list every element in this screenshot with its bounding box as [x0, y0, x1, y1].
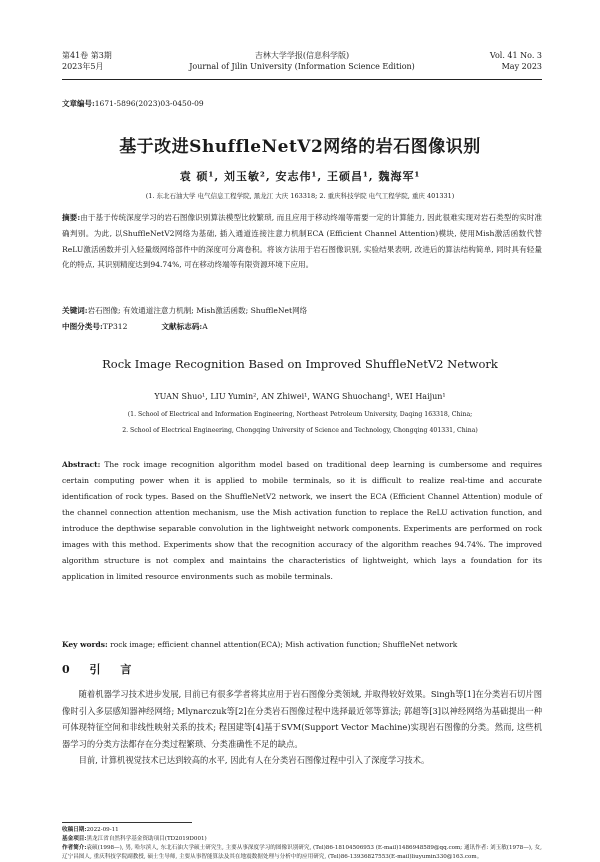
- footnote-fund: [62, 835, 542, 844]
- paper-title-en: Rock Image Recognition Based on Improved ShuffleNetV2 Network: [102, 357, 498, 371]
- header-divider: [62, 79, 542, 80]
- article-number-value: 1671-5896(2023)03-0450-09: [94, 99, 204, 108]
- section-title: 引 言: [89, 663, 140, 676]
- intro-paragraph-2: 目前, 计算机视觉技术已达到较高的水平, 因此有人在分类岩石图像过程中引入了深度学习技术。: [78, 755, 430, 766]
- abstract-cn-text: 由于基于传统深度学习的岩石图像识别算法模型比较繁琐, 而且应用于移动终端等需要一定的计算能力, 因此很难实现对岩石类型的实时准确判别。为此, 以ShuffleNetV2网络为基础, 插入通道连接注意力机制ECA (Efficient Channel Attention)模块, 使用Mish激活函数代替ReLU激活函数并引入轻量级网络部件中的深度可分离卷积。将该方法用于岩石图像识别, 实验结果表明, 改进后的算法结构简单, 同时具有轻量化的特点, 其识别精度达到94.74%, 可在移动终端等有限资源环境下应用。: [62, 213, 542, 270]
- footnote: [62, 826, 542, 862]
- section-heading-introduction: [62, 661, 139, 677]
- header-journal-cn: 吉林大学学报(信息科学版): [254, 51, 350, 60]
- header-date-en: May 2023: [501, 62, 542, 71]
- keywords-en-text: rock image; efficient channel attention(ECA); Mish activation function; ShuffleNet network: [110, 640, 458, 649]
- keywords-en: [62, 640, 542, 649]
- keywords-cn-label: 关键词:: [62, 306, 88, 315]
- abstract-en-label: Abstract:: [62, 460, 101, 469]
- footnote-author: [62, 844, 542, 862]
- keywords-cn-text: 岩石图像; 有效通道注意力机制; Mish激活函数; ShuffleNet网络: [87, 306, 308, 315]
- fund-text: 黑龙江省自然科学基金资助项目(TD2019D001): [86, 836, 207, 842]
- header-date: 2023年5月: [62, 62, 104, 71]
- author-bio-text: 袁硕(1998—), 男, 哈尔滨人, 东北石油大学硕士研究生, 主要从事深度学习的图像识别研究, (Tel)86-18104506953 (E-mail)1486948589@qq.com; 通讯作者: 刘玉敏(1978—), 女, 辽宁昌图人, 重庆科技学院副教授, 硕士生导师, 主要从事智能算法及其在地震数据处理与分析中的应用研究, (Tel)86-13936827553(E-mail)liuyumin330@163.com。: [62, 845, 542, 860]
- received-label: 收稿日期:: [62, 827, 87, 833]
- article-number: [62, 98, 204, 109]
- affiliation-en-1: (1. School of Electrical and Information Engineering, Northeast Petroleum University, Daqing 163318, China;: [127, 411, 473, 418]
- abstract-en: [62, 457, 542, 585]
- section-number: 0: [62, 663, 78, 676]
- clc-label: 中图分类号:: [62, 322, 103, 331]
- abstract-cn-label: 摘要:: [62, 213, 81, 222]
- abstract-cn: [62, 210, 542, 273]
- header-volume-en: [490, 50, 542, 72]
- authors-en: YUAN Shuo¹, LIU Yumin², AN Zhiwei¹, WANG Shuochang¹, WEI Haijun¹: [154, 392, 446, 401]
- keywords-cn: [62, 305, 542, 316]
- intro-paragraph-1: 随着机器学习技术进步发展, 目前已有很多学者将其应用于岩石图像分类领域, 并取得较好效果。Singh等[1]在分类岩石切片图像时引入多层感知器神经网络; Mlynarczuk等[2]在分类岩石图像过程中选择最近邻等算法; 郭超等[3]以神经网络为基础提出一种可体现特征空间和非线性映射关系的技术; 程国建等[4]基于SVM(Support Vector Machine)实现岩石图像的分类。然而, 这些机器学习的分类方法都存在分类过程繁琐、分类准确性不足的缺点。: [62, 689, 542, 749]
- classification-cn: [62, 321, 542, 332]
- doc-code-label: 文献标志码:: [161, 322, 203, 331]
- running-header: [62, 50, 542, 80]
- author-bio-label: 作者简介:: [62, 845, 87, 851]
- keywords-en-label: Key words:: [62, 640, 108, 649]
- header-volume-issue: 第41卷 第3期: [62, 51, 112, 60]
- abstract-en-text: The rock image recognition algorithm model based on traditional deep learning is cumbersome and requires certain computing power when it is applied to mobile terminals, so it is difficult to realize real-time and accurate identification of rock types. Based on the ShuffleNetV2 network, we insert the ECA (Efficient Channel Attention) module of the channel connection attention mechanism, use the Mish activation function to replace the ReLU activation function, and introduce the depthwise separable convolution in the lightweight network components. Experiments are performed on rock images with this method. Experiments show that the recognition accuracy of the algorithm reaches 94.74%. The improved algorithm structure is not complex and maintains the characteristics of lightweight, which lays a foundation for its application in limited resource environments such as mobile terminals.: [62, 460, 542, 581]
- authors-cn: 袁 硕¹, 刘玉敏², 安志伟¹, 王硕昌¹, 魏海军¹: [179, 170, 421, 183]
- footnote-received: [62, 826, 542, 835]
- received-date: 2022-09-11: [86, 827, 119, 833]
- header-vol-no-en: Vol. 41 No. 3: [489, 51, 542, 60]
- affiliation-cn: (1. 东北石油大学 电气信息工程学院, 黑龙江 大庆 163318; 2. 重庆科技学院 电气工程学院, 重庆 401331): [145, 192, 455, 200]
- fund-label: 基金项目:: [62, 836, 87, 842]
- header-journal: [62, 50, 542, 72]
- header-journal-en: Journal of Jilin University (Information Science Edition): [189, 62, 415, 71]
- paper-title-cn: 基于改进ShuffleNetV2网络的岩石图像识别: [119, 137, 481, 157]
- clc-value: TP312: [102, 322, 128, 331]
- footnote-divider: [62, 822, 192, 823]
- introduction-body: [62, 686, 542, 769]
- article-number-label: 文章编号:: [62, 99, 95, 108]
- doc-code-value: A: [202, 322, 208, 331]
- affiliation-en-2: 2. School of Electrical Engineering, Chongqing University of Science and Technology, Chongqing 401331, China): [122, 427, 478, 434]
